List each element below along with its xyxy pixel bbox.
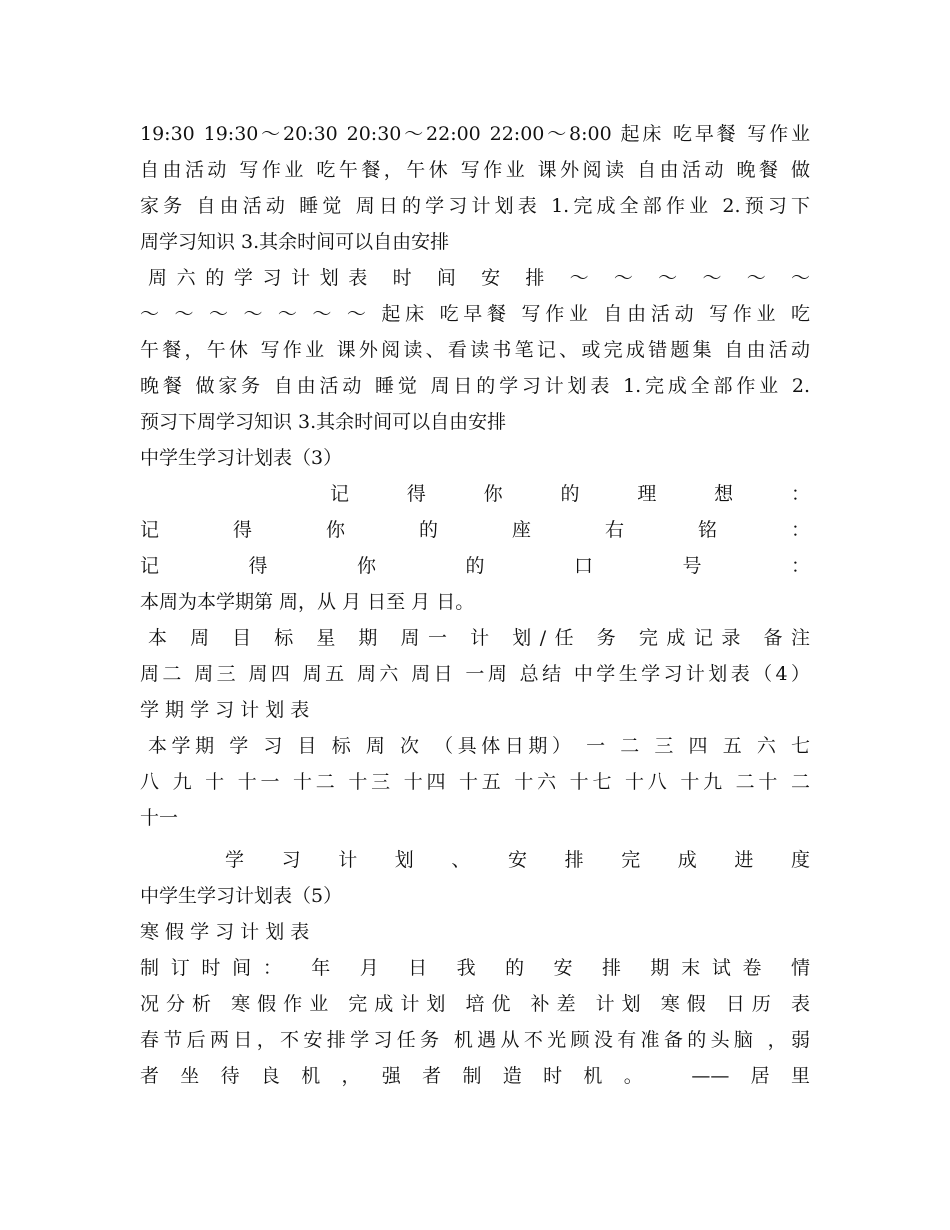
section-heading: 学 期 学 习 计 划 表 [140, 699, 310, 721]
text-line: 周学习知识 3.其余时间可以自由安排 [140, 231, 450, 253]
section-heading: 中学生学习计划表（3） [140, 447, 343, 469]
text-line: 周六的学习计划表 时 间 安 排 ～ ～ ～ ～ ～ ～ [148, 267, 810, 289]
text-line: 本学期 学 习 目 标 周 次 （具体日期） 一 二 三 四 五 六 七 [148, 735, 810, 757]
text-line: ～ ～ ～ ～ ～ ～ ～ 起床 吃早餐 写作业 自由活动 写作业 吃 [140, 303, 810, 325]
text-line: 19:30 19:30～20:30 20:30～22:00 22:00～8:00 起床 吃早餐 写作业 [140, 123, 810, 145]
text-line: 记 得 你 的 座 右 铭 ： [140, 519, 810, 541]
text-line: 午餐，午休 写作业 课外阅读、看读书笔记、或完成错题集 自由活动 [140, 339, 810, 361]
text-line: 春节后两日，不安排学习任务 机遇从不光顾没有准备的头脑 ，弱 [140, 1029, 810, 1051]
section-heading: 中学生学习计划表（5） [140, 885, 343, 907]
text-line: 记 得 你 的 口 号 ： [140, 555, 810, 577]
text-line: 家务 自由活动 睡觉 周日的学习计划表 1.完成全部作业 2.预习下 [140, 195, 810, 217]
text-line: 八 九 十 十一 十二 十三 十四 十五 十六 十七 十八 十九 二十 二 [140, 771, 810, 793]
text-line: 自由活动 写作业 吃午餐，午休 写作业 课外阅读 自由活动 晚餐 做 [140, 159, 810, 181]
section-heading: 寒 假 学 习 计 划 表 [140, 921, 310, 943]
document-page [140, 116, 810, 1094]
text-line: 十一 [140, 807, 179, 829]
quote-attribution-line: 者坐待良机，强者制造时机。 ——居里 [140, 1065, 810, 1087]
text-line: 制订时间： 年 月 日 我 的 安 排 期末试卷 情 [140, 957, 810, 979]
text-line: 晚餐 做家务 自由活动 睡觉 周日的学习计划表 1.完成全部作业 2. [140, 375, 810, 397]
text-line: 记 得 你 的 理 想 ： [330, 483, 810, 505]
text-line: 预习下周学习知识 3.其余时间可以自由安排 [140, 411, 507, 433]
text-line: 况分析 寒假作业 完成计划 培优 补差 计划 寒假 日历 表 [140, 993, 810, 1015]
text-line: 本周为本学期第 周，从 月 日至 月 日。 [140, 591, 475, 613]
text-line: 本 周 目 标 星 期 周一 计 划/任 务 完成记录 备注 [148, 627, 810, 649]
text-line: 学 习 计 划 、 安 排 完 成 进 度 [225, 849, 810, 871]
text-line: 周二 周三 周四 周五 周六 周日 一周 总结 中学生学习计划表（4） [140, 663, 810, 685]
